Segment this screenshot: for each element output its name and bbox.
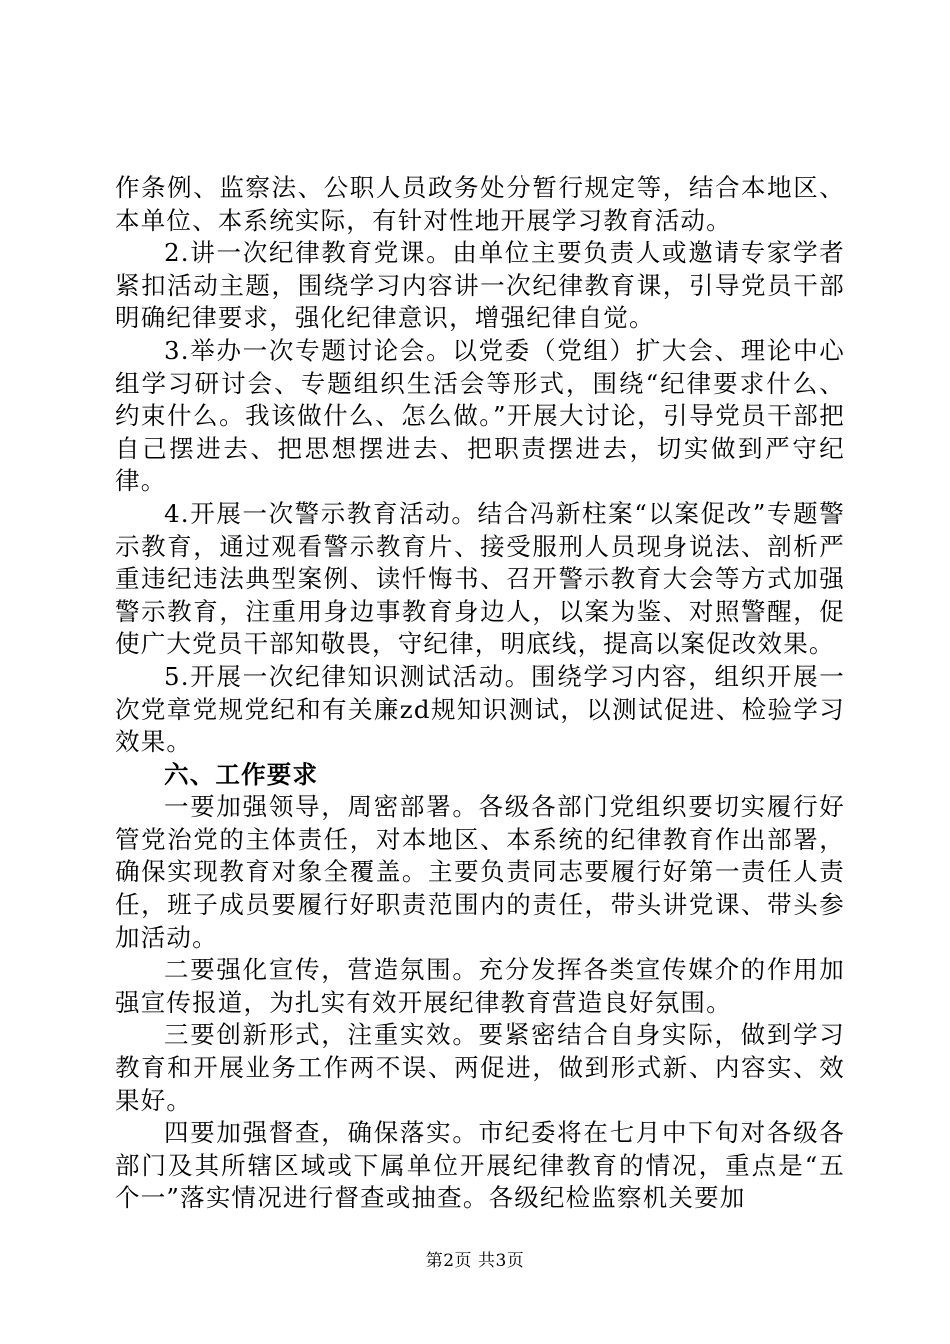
section-heading: 六、工作要求 bbox=[164, 759, 319, 789]
document-body bbox=[115, 172, 845, 1215]
page-number: 第2页 共3页 bbox=[425, 1251, 525, 1271]
requirement-2: 二要强化宣传，营造氛围。充分发挥各类宣传媒介的作用加强宣传报道，为扎实有效开展纪律教育营造良好氛围。 bbox=[115, 955, 845, 1017]
requirement-4: 四要加强督查，确保落实。市纪委将在七月中下旬对各级各部门及其所辖区域或下属单位开展纪律教育的情况，重点是“五个一”落实情况进行督查或抽查。各级纪检监察机关要加 bbox=[115, 1118, 845, 1213]
requirement-3: 三要创新形式，注重实效。要紧密结合自身实际，做到学习教育和开展业务工作两不误、两促进，做到形式新、内容实、效果好。 bbox=[115, 1020, 845, 1115]
paragraph-4: 4.开展一次警示教育活动。结合冯新柱案“以案促改”专题警示教育，通过观看警示教育片、接受服刑人员现身说法、剖析严重违纪违法典型案例、读忏悔书、召开警示教育大会等方式加强警示教育，注重用身边事教育身边人，以案为鉴、对照警醒，促使广大党员干部知敬畏，守纪律，明底线，提高以案促改效果。 bbox=[115, 498, 845, 659]
paragraph-2: 2.讲一次纪律教育党课。由单位主要负责人或邀请专家学者紧扣活动主题，围绕学习内容讲一次纪律教育课，引导党员干部明确纪律要求，强化纪律意识，增强纪律自觉。 bbox=[115, 238, 845, 333]
paragraph-1: 作条例、监察法、公职人员政务处分暂行规定等，结合本地区、本单位、本系统实际，有针对性地开展学习教育活动。 bbox=[115, 173, 845, 235]
paragraph-3: 3.举办一次专题讨论会。以党委（党组）扩大会、理论中心组学习研讨会、专题组织生活会等形式，围绕“纪律要求什么、约束什么。我该做什么、怎么做。”开展大讨论，引导党员干部把自己摆进去、把思想摆进去、把职责摆进去，切实做到严守纪律。 bbox=[115, 335, 845, 496]
paragraph-5: 5.开展一次纪律知识测试活动。围绕学习内容，组织开展一次党章党规党纪和有关廉zd规知识测试，以测试促进、检验学习效果。 bbox=[115, 661, 845, 757]
requirement-1: 一要加强领导，周密部署。各级各部门党组织要切实履行好管党治党的主体责任，对本地区、本系统的纪律教育作出部署，确保实现教育对象全覆盖。主要负责同志要履行好第一责任人责任，班子成员要履行好职责范围内的责任，带头讲党课、带头参加活动。 bbox=[115, 792, 845, 952]
